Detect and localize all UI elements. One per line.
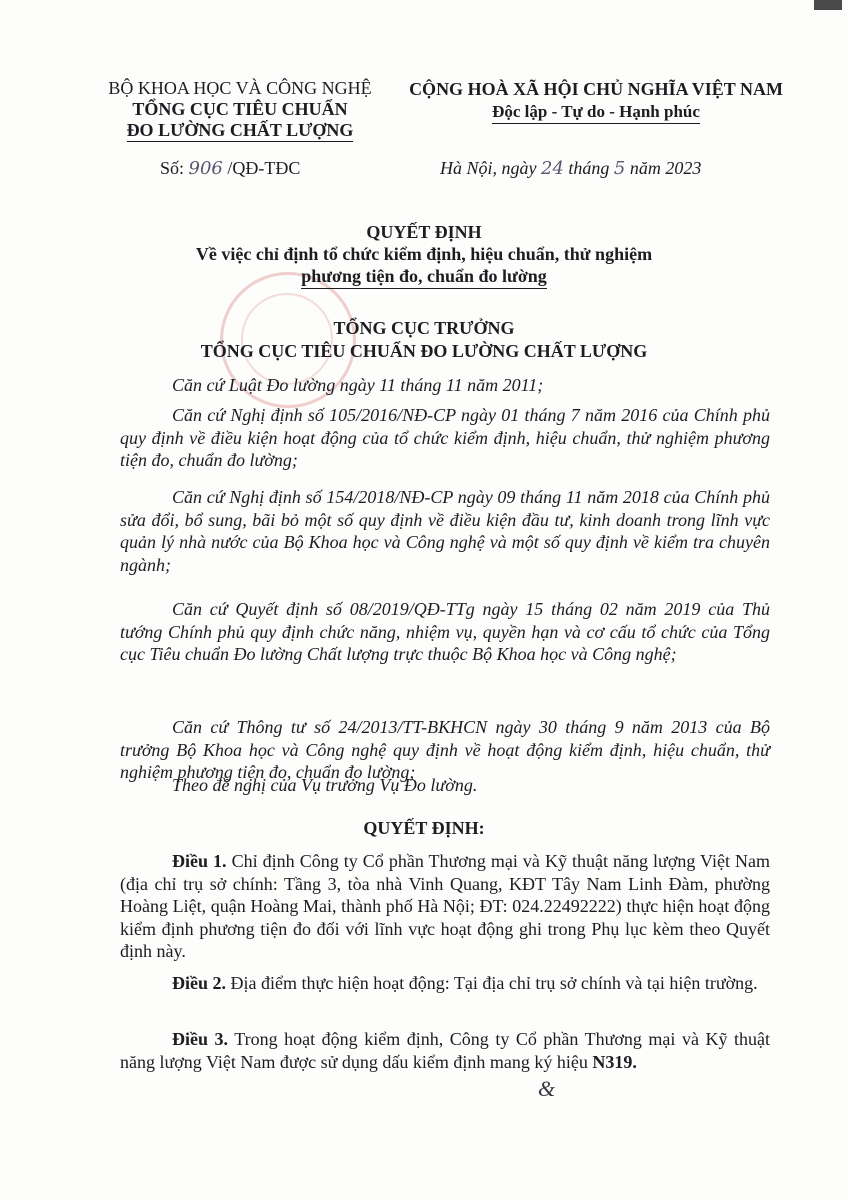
authority-title: TỔNG CỤC TRƯỞNG (333, 318, 515, 338)
article-label: Điều 1. (172, 851, 227, 871)
date-prefix: Hà Nội, ngày (440, 158, 537, 178)
decision-section-heading: QUYẾT ĐỊNH: (363, 818, 485, 838)
date-day: 24 (541, 158, 564, 179)
issuing-agency-block (90, 78, 390, 142)
basis-paragraph: Căn cứ Nghị định số 154/2018/NĐ-CP ngày 09 tháng 11 năm 2018 của Chính phủ sửa đổi, bổ sung, bãi bỏ một số quy định về điều kiện đầu tư, kinh doanh trong lĩnh vực quản lý nhà nước của Bộ Khoa học và Công nghệ và một số quy định về kiểm tra chuyên ngành; (120, 487, 770, 575)
national-title-block (406, 78, 786, 124)
article-text: Địa điểm thực hiện hoạt động: Tại địa chỉ trụ sở chính và tại hiện trường. (230, 973, 758, 993)
decision-subject-line2: phương tiện đo, chuẩn đo lường (301, 266, 547, 289)
number-suffix: /QĐ-TĐC (227, 158, 301, 178)
article-2 (120, 972, 770, 995)
agency-name-line1: TỔNG CỤC TIÊU CHUẨN (132, 99, 348, 119)
basis-paragraph: Theo đề nghị của Vụ trưởng Vụ Đo lường. (172, 775, 478, 795)
scan-corner-mark (814, 0, 842, 10)
basis-paragraph: Căn cứ Quyết định số 08/2019/QĐ-TTg ngày 15 tháng 02 năm 2019 của Thủ tướng Chính phủ quy định chức năng, nhiệm vụ, quyền hạn và cơ cấu tổ chức của Tổng cục Tiêu chuẩn Đo lường Chất lượng trực thuộc Bộ Khoa học và Công nghệ; (120, 599, 770, 664)
page-initial-mark: & (538, 1076, 556, 1101)
number-prefix: Số: (160, 158, 185, 178)
article-label: Điều 3. (172, 1029, 229, 1049)
basis-paragraph: Căn cứ Thông tư số 24/2013/TT-BKHCN ngày 30 tháng 9 năm 2013 của Bộ trưởng Bộ Khoa học và Công nghệ quy định về hoạt động kiểm định, hiệu chuẩn, thử nghiệm phương tiện đo, chuẩn đo lường; (120, 717, 770, 782)
stamp-code: N319. (592, 1051, 637, 1072)
decision-subject-line1: Về việc chỉ định tổ chức kiểm định, hiệu chuẩn, thử nghiệm (195, 244, 653, 264)
date-mid: tháng (568, 158, 610, 178)
article-1 (120, 850, 770, 963)
article-text: Chỉ định Công ty Cổ phần Thương mại và Kỹ thuật năng lượng Việt Nam (địa chỉ trụ sở chính: Tầng 3, tòa nhà Vinh Quang, KĐT Tây Nam Linh Đàm, phường Hoàng Liệt, quận Hoàng Mai, thành phố Hà Nội; ĐT: 024.22492222) thực hiện hoạt động kiểm định phương tiện đo đối với lĩnh vực hoạt động ghi trong Phụ lục kèm theo Quyết định này. (120, 851, 770, 961)
national-title: CỘNG HOÀ XÃ HỘI CHỦ NGHĨA VIỆT NAM (409, 79, 783, 99)
agency-name-line2: ĐO LƯỜNG CHẤT LƯỢNG (126, 120, 354, 140)
ministry-name: BỘ KHOA HỌC VÀ CÔNG NGHỆ (108, 78, 372, 98)
date-suffix: năm 2023 (629, 158, 702, 178)
document-date (440, 158, 701, 179)
article-3 (120, 1028, 770, 1073)
basis-paragraph: Căn cứ Nghị định số 105/2016/NĐ-CP ngày 01 tháng 7 năm 2016 của Chính phủ quy định về điều kiện hoạt động của tổ chức kiểm định, hiệu chuẩn, thử nghiệm phương tiện đo, chuẩn đo lường; (120, 405, 770, 470)
number-handwritten: 906 (188, 158, 223, 179)
document-number (160, 158, 300, 179)
article-text: Trong hoạt động kiểm định, Công ty Cổ phần Thương mại và Kỹ thuật năng lượng Việt Nam được sử dụng dấu kiểm định mang ký hiệu (120, 1029, 770, 1072)
article-label: Điều 2. (172, 973, 226, 993)
decision-heading: QUYẾT ĐỊNH (366, 222, 482, 242)
date-month: 5 (613, 158, 626, 179)
authority-agency: TỔNG CỤC TIÊU CHUẨN ĐO LƯỜNG CHẤT LƯỢNG (200, 341, 648, 361)
national-motto: Độc lập - Tự do - Hạnh phúc (492, 101, 700, 124)
basis-paragraph: Căn cứ Luật Đo lường ngày 11 tháng 11 năm 2011; (172, 375, 544, 395)
